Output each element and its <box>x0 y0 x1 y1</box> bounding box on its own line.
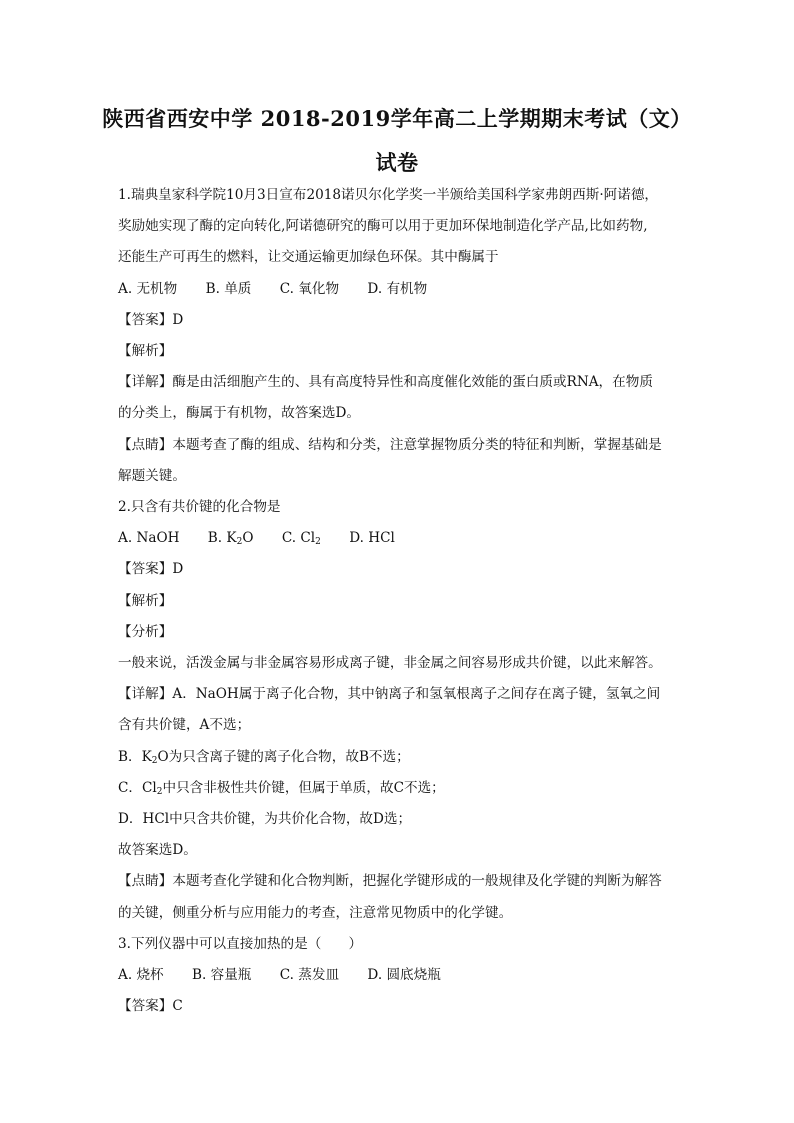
q1-answer: 【答案】D <box>118 312 184 328</box>
q2-option-b-subscript: 2 <box>236 537 243 547</box>
page-title-continued: 试卷 <box>375 150 419 175</box>
q3-option-d: D. 圆底烧瓶 <box>367 967 441 983</box>
q1-comment-line: 【点睛】本题考查了酶的组成、结构和分类，注意掌握物质分类的特征和判断，掌握基础是 <box>118 437 662 453</box>
page-title: 陕西省西安中学 2018-2019学年高二上学期期末考试（文） <box>102 106 692 131</box>
q1-option-b: B. 单质 <box>205 281 252 297</box>
q2-option-c-text: C. Cl <box>281 530 316 546</box>
q2-stem: 2.只含有共价键的化合物是 <box>118 499 281 515</box>
q3-option-c: C. 蒸发皿 <box>279 967 340 983</box>
q2-option-c <box>282 528 321 548</box>
q2-comment-line: 的关键，侧重分析与应用能力的考查，注意常见物质中的化学键。 <box>118 905 513 921</box>
q1-detail-line: 【详解】酶是由活细胞产生的、具有高度特异性和高度催化效能的蛋白质或RNA，在物质 <box>118 374 653 390</box>
q3-option-a: A. 烧杯 <box>118 967 164 983</box>
q2-detail-line: 含有共价键，A不选； <box>118 717 251 733</box>
q1-stem-line: 还能生产可再生的燃料，让交通运输更加绿色环保。其中酶属于 <box>118 249 499 265</box>
q3-answer: 【答案】C <box>118 998 183 1014</box>
q2-detail-b <box>118 747 678 767</box>
q2-detail-c-subscript: 2 <box>156 787 163 797</box>
q2-option-b <box>208 528 254 548</box>
q1-analysis-heading: 【解析】 <box>118 343 173 359</box>
q3-option-b: B. 容量瓶 <box>191 967 252 983</box>
q2-detail-line: 【详解】A．NaOH属于离子化合物，其中钠离子和氢氧根离子之间存在离子键，氢氧之间 <box>118 686 661 702</box>
q2-comment-line: 【点睛】本题考查化学键和化合物判断，把握化学键形成的一般规律及化学键的判断为解答 <box>118 873 662 889</box>
q2-detail-b-subscript: 2 <box>151 756 158 766</box>
q3-options <box>118 965 678 985</box>
q1-option-c: C. 氧化物 <box>279 281 340 297</box>
q2-option-d: D. HCl <box>349 530 395 546</box>
q1-detail-line: 的分类上，酶属于有机物，故答案选D。 <box>118 405 360 421</box>
q2-fenxi-heading: 【分析】 <box>118 624 173 640</box>
q2-detail-b-text: B．K <box>118 749 152 765</box>
q2-options <box>118 528 678 548</box>
q2-detail-b-text-end: O为只含离子键的离子化合物，故B不选； <box>157 749 410 765</box>
q2-detail-c <box>118 778 678 798</box>
q2-detail-d: D．HCl中只含共价键，为共价化合物，故D选； <box>118 811 412 827</box>
q2-conclusion: 故答案选D。 <box>118 842 197 858</box>
q2-option-c-subscript: 2 <box>315 537 321 547</box>
q2-option-a: A. NaOH <box>118 530 180 546</box>
q2-answer: 【答案】D <box>118 561 184 577</box>
q1-options <box>118 279 678 299</box>
q3-stem: 3.下列仪器中可以直接加热的是（ ） <box>118 936 363 952</box>
q1-comment-line: 解题关键。 <box>118 468 186 484</box>
q2-option-b-text-end: O <box>242 530 254 546</box>
q2-fenxi-text: 一般来说，活泼金属与非金属容易形成离子键，非金属之间容易形成共价键，以此来解答。 <box>118 655 662 671</box>
q1-option-a: A. 无机物 <box>118 281 178 297</box>
q1-option-d: D. 有机物 <box>367 281 428 297</box>
q2-detail-c-text: C．Cl <box>118 780 157 796</box>
q1-stem-line: 1.瑞典皇家科学院10月3日宣布2018诺贝尔化学奖一半颁给美国科学家弗朗西斯·阿诺德， <box>118 187 659 203</box>
q2-detail-c-text-end: 中只含非极性共价键，但属于单质，故C不选； <box>162 780 445 796</box>
q2-analysis-heading: 【解析】 <box>118 593 173 609</box>
q1-stem-line: 奖励她实现了酶的定向转化,阿诺德研究的酶可以用于更加环保地制造化学产品,比如药物, <box>118 218 648 234</box>
q2-option-b-text: B. K <box>207 530 237 546</box>
